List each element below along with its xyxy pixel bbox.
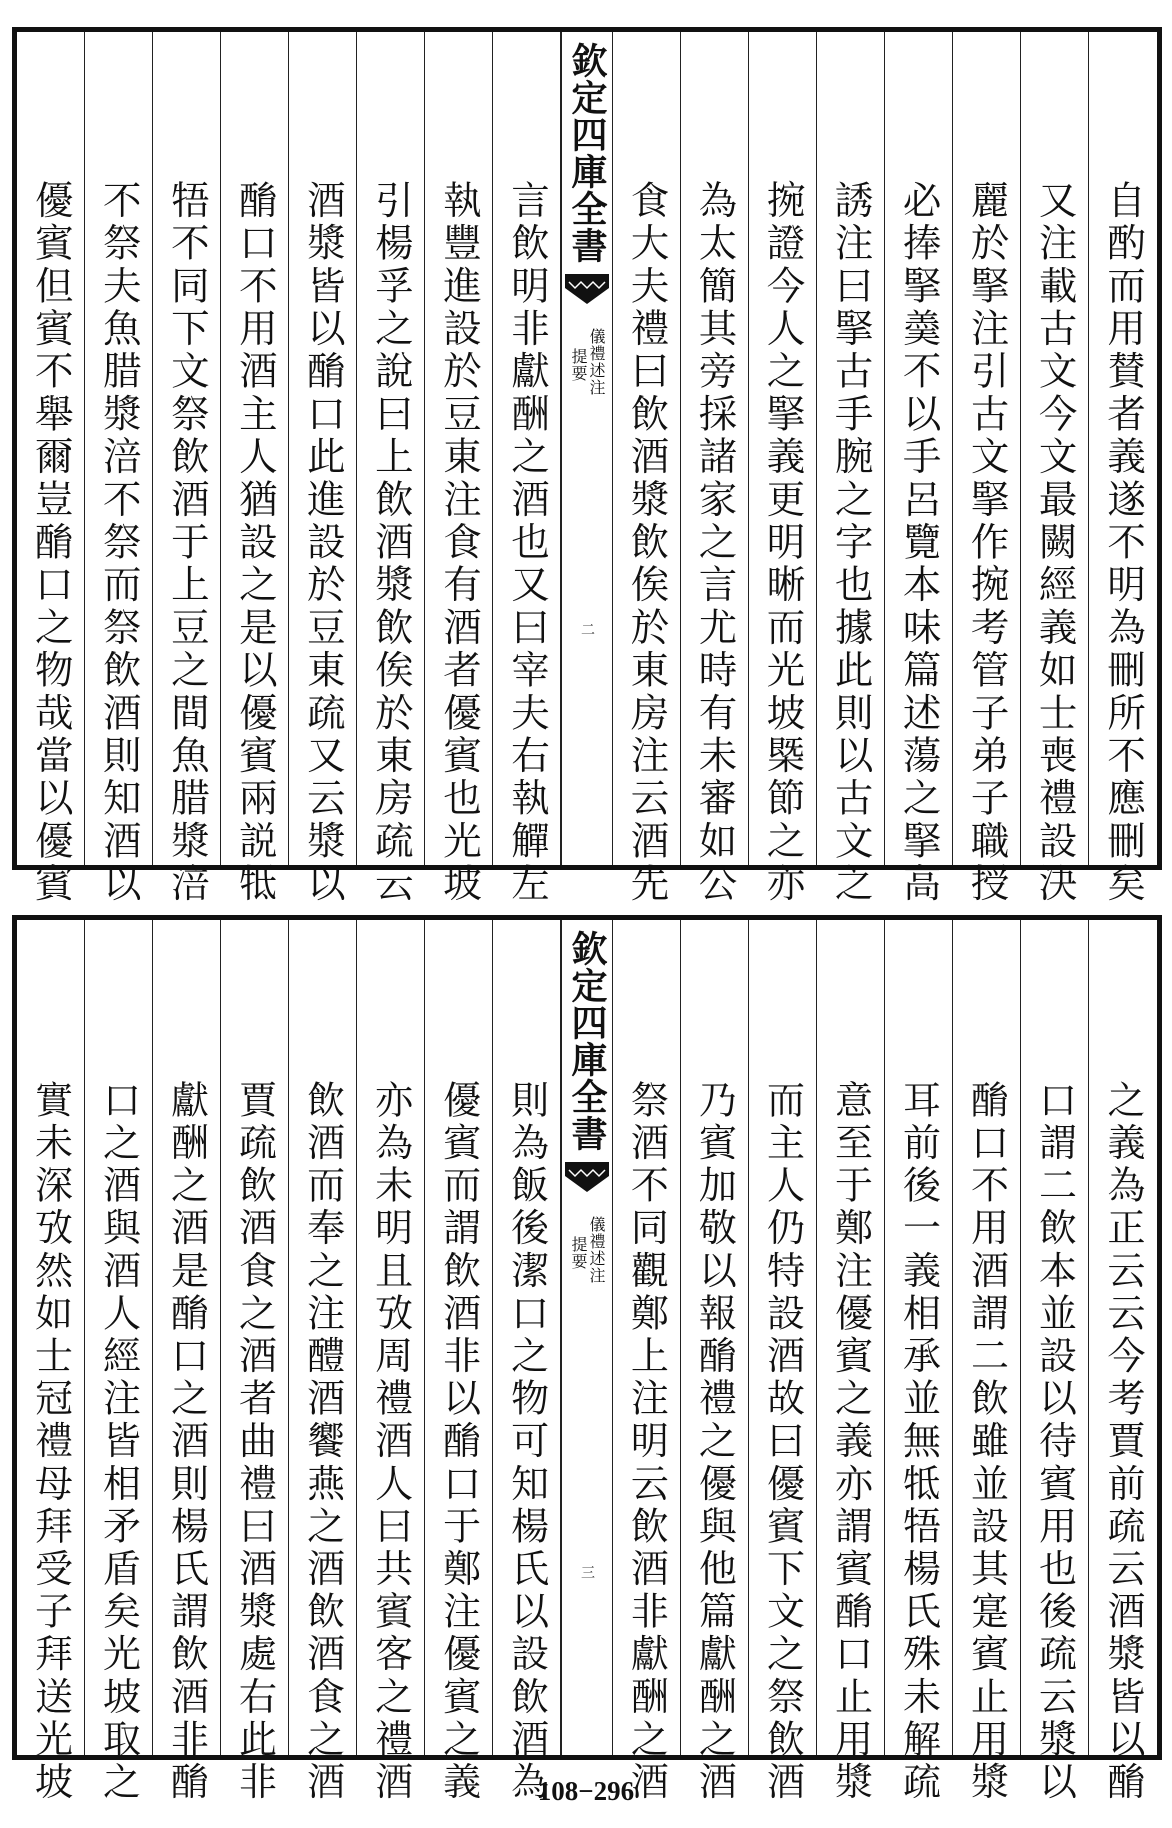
text-column [1089,32,1157,906]
column-text: 則為飯後潔口之物可知楊氏以設飲酒為 [504,1080,549,1805]
text-column [1021,32,1089,906]
text-column [17,32,85,906]
column-text: 優賓但賓不舉爾豈酳口之物哉當以優賓 [28,180,74,906]
text-column [613,32,681,906]
text-column [749,920,817,1805]
column-text: 實未深攷然如士冠禮母拜受子拜送光坡 [28,1080,73,1805]
column-text: 而主人仍特設酒故曰優賓下文之祭飲酒 [760,1080,805,1805]
leaf-number: 三 [579,1565,596,1580]
column-text: 飲酒而奉之注醴酒饗燕之酒飲酒食之酒 [300,1080,345,1805]
column-text: 之義為正云云今考賈前疏云酒漿皆以酳 [1101,1080,1145,1805]
text-column [493,32,561,906]
column-text: 意至于鄭注優賓之義亦謂賓酳口止用漿 [828,1080,873,1805]
text-column [1021,920,1089,1805]
text-column [817,920,885,1805]
subtitle-block [570,328,604,396]
text-column [17,920,85,1805]
text-column [289,32,357,906]
text-column [953,32,1021,906]
column-text: 言飲明非獻酬之酒也又曰宰夫右執觶左 [504,180,550,906]
fishtail-mark-icon [565,1162,609,1198]
column-text: 亦為未明且攷周禮酒人曰共賓客之禮酒 [368,1080,413,1805]
text-column [221,32,289,906]
text-column [885,32,953,906]
text-column [493,920,561,1805]
column-text: 牾不同下文祭飲酒于上豆之間魚腊漿涪 [164,180,210,906]
section-label: 提要 [568,348,588,382]
center-fold [561,920,613,1755]
column-text: 捥證今人之掔義更明晰而光坡槩節之亦 [760,180,806,906]
column-text: 誘注曰掔古手腕之字也據此則以古文之 [828,180,874,906]
book-subtitle: 儀禮述注 [587,1216,607,1284]
text-column [681,32,749,906]
column-text: 口謂二飲本並設以待賓用也後疏云漿以 [1032,1080,1077,1805]
text-column [221,920,289,1805]
column-text: 又注載古文今文最闕經義如士喪禮設決 [1032,180,1078,906]
text-column [749,32,817,906]
text-column [425,920,493,1805]
text-column [681,920,749,1805]
text-column [1089,920,1157,1805]
text-column [153,920,221,1805]
text-column [817,32,885,906]
center-fold [561,32,612,865]
series-title: 欽定四庫全書 [566,930,609,1152]
column-text: 口之酒與酒人經注皆相矛盾矣光坡取之 [96,1080,141,1805]
text-column [885,920,953,1805]
book-subtitle: 儀禮述注 [586,328,606,396]
column-text: 酳口不用酒主人猶設之是以優賓兩説牴 [232,180,278,906]
text-column [953,920,1021,1805]
upper-page [12,27,1162,906]
text-column [289,920,357,1805]
column-text: 耳前後一義相承並無牴牾楊氏殊未解疏 [896,1080,941,1805]
section-label: 提要 [569,1236,589,1270]
text-column [357,32,425,906]
column-text: 酒漿皆以酳口此進設於豆東疏又云漿以 [300,180,346,906]
leaf-number: 二 [578,622,595,637]
text-column [153,32,221,906]
column-text: 祭酒不同觀鄭上注明云飲酒非獻酬之酒 [624,1080,669,1805]
column-text: 引楊孚之說曰上飲酒漿飲俟於東房疏云 [368,180,414,906]
fishtail-mark-icon [565,274,609,310]
column-text: 自酌而用賛者義遂不明為刪所不應刪矣 [1101,180,1147,906]
text-column [613,920,681,1805]
series-title: 欽定四庫全書 [565,42,608,264]
column-text: 乃賓加敬以報酳禮之優與他篇獻酬之酒 [692,1080,737,1805]
subtitle-block [569,1216,607,1284]
text-column [85,920,153,1805]
column-text: 執豐進設於豆東注食有酒者優賓也光坡 [436,180,482,906]
column-text: 不祭夫魚腊漿涪不祭而祭飲酒則知酒以 [96,180,142,906]
text-column [85,32,153,906]
column-text: 優賓而謂飲酒非以酳口于鄭注優賓之義 [436,1080,481,1805]
column-text: 麗於掔注引古文掔作捥考管子弟子職授 [964,180,1010,906]
column-text: 為太簡其旁採諸家之言尤時有未審如公 [692,180,738,906]
column-text: 食大夫禮曰飲酒漿飲俟於東房注云酒先 [624,180,670,906]
page-label: 108−296 [537,1776,635,1806]
text-column [425,32,493,906]
column-text: 獻酬之酒是酳口之酒則楊氏謂飲酒非酳 [164,1080,209,1805]
column-text: 酳口不用酒謂二飲雖並設其寔賓止用漿 [964,1080,1009,1805]
text-column [357,920,425,1805]
column-text: 必捧掔羮不以手呂覽本味篇述蕩之掔高 [896,180,942,906]
column-text: 賈疏飲酒食之酒者曲禮曰酒漿處右此非 [232,1080,277,1805]
